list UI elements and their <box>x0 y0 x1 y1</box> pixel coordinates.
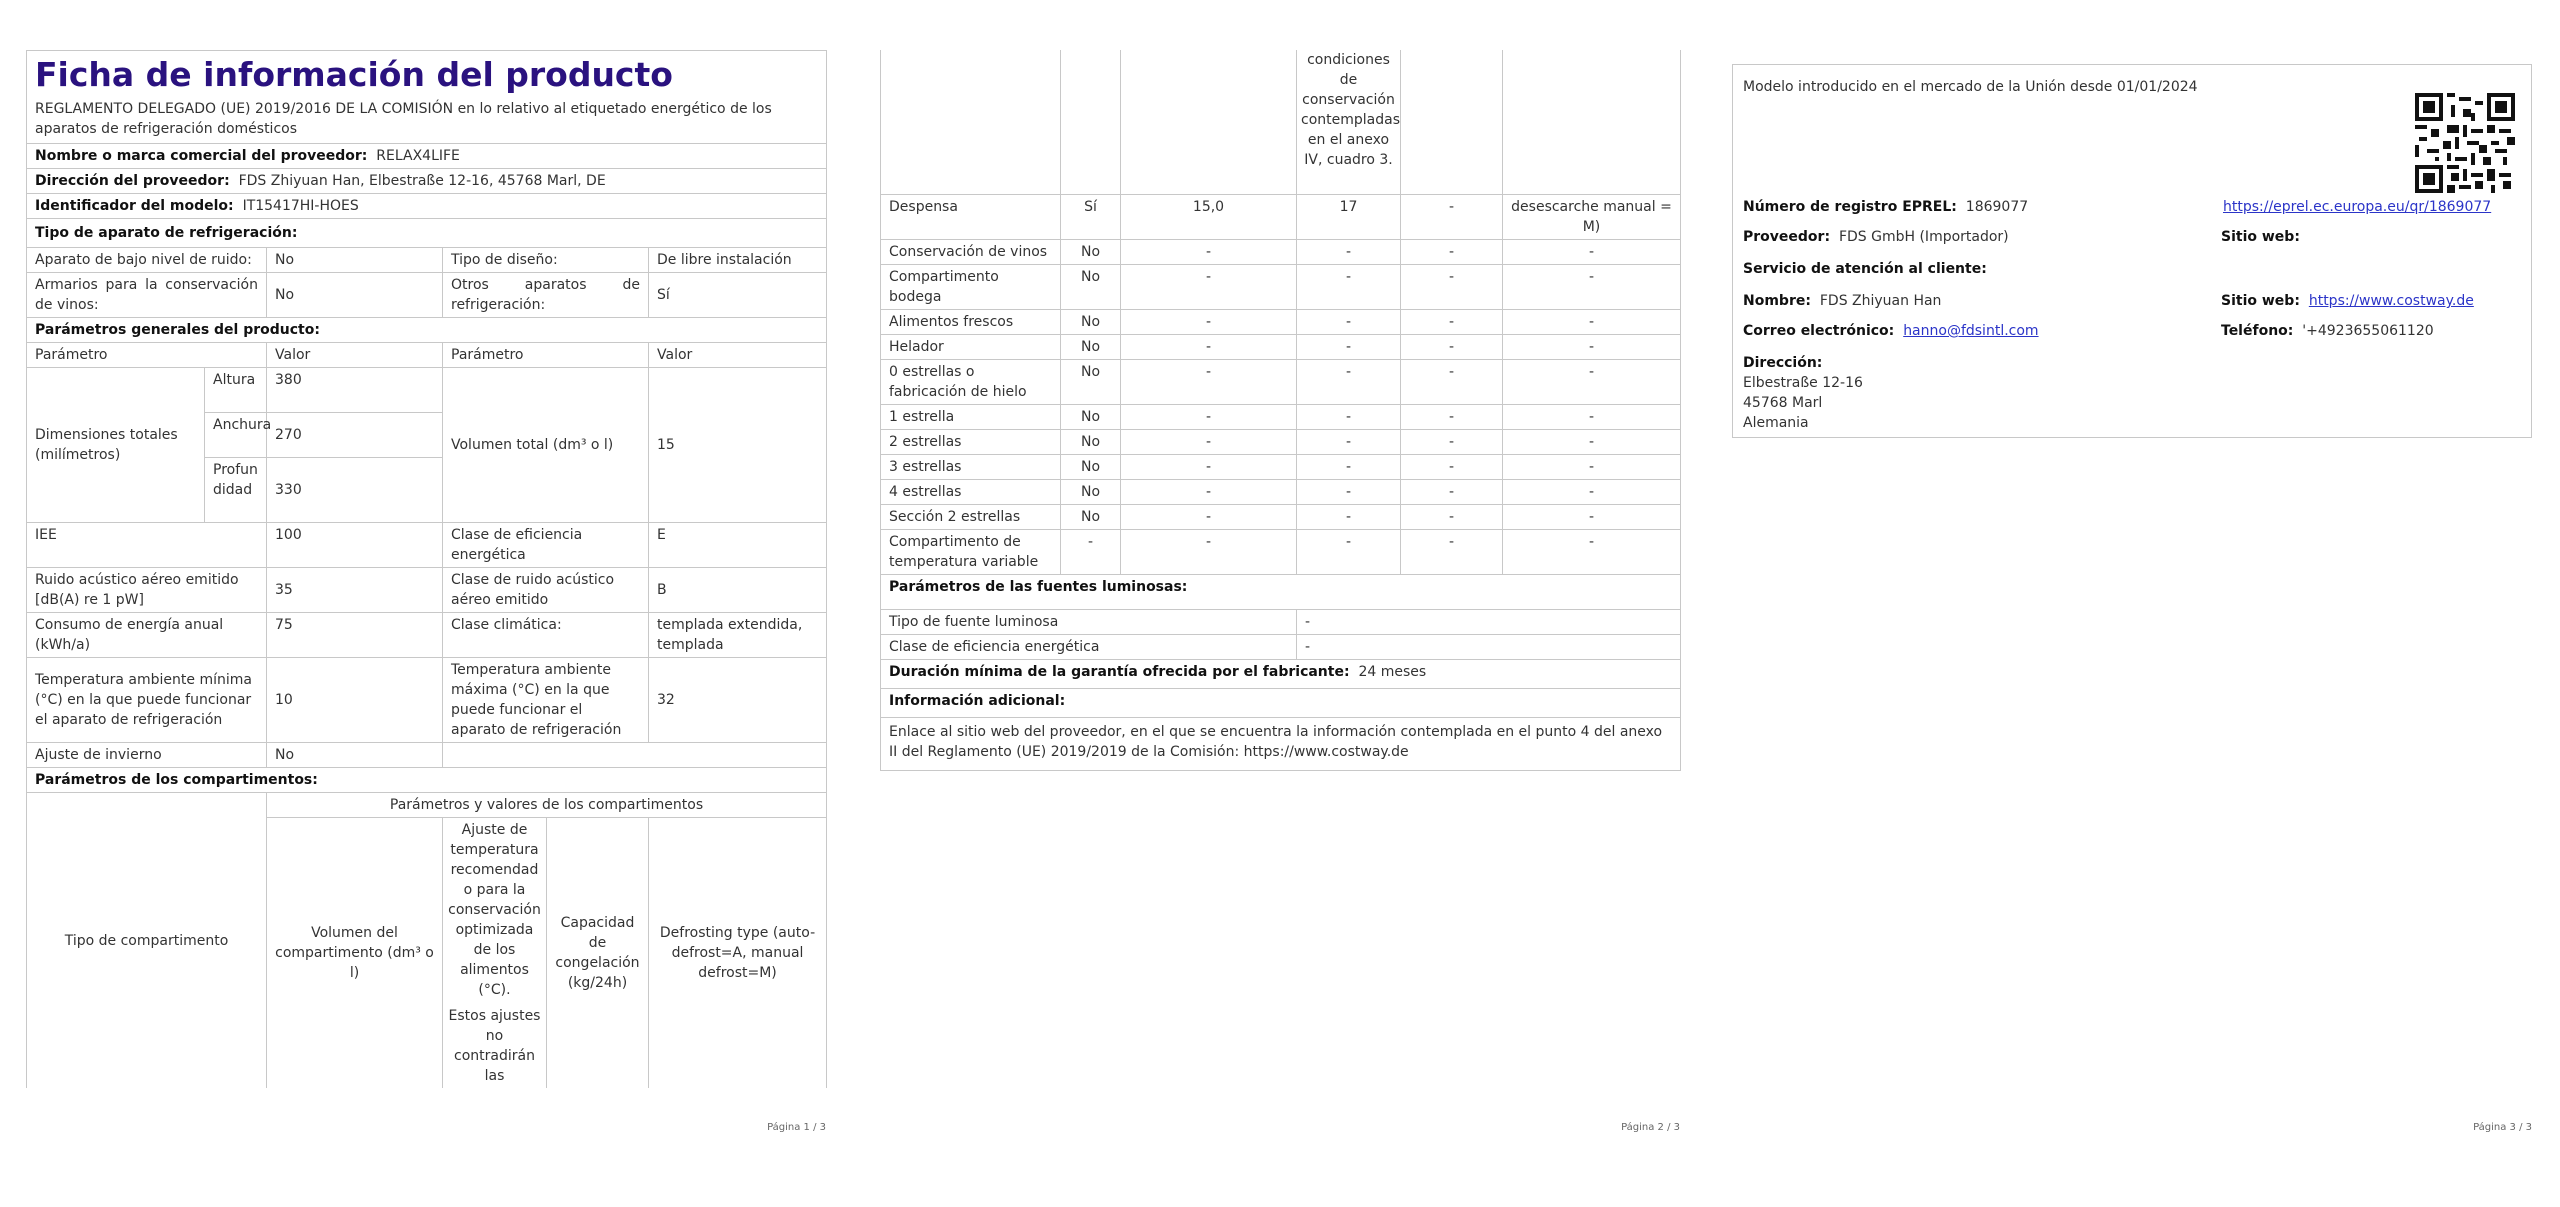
comp-cell-defrost: - <box>1503 360 1681 405</box>
winter-label: Ajuste de invierno <box>27 743 267 768</box>
comp-cell-present: No <box>1061 335 1121 360</box>
table-row <box>881 195 1681 240</box>
model-id: IT15417HI-HOES <box>242 198 359 214</box>
table-row <box>881 360 1681 405</box>
max-temp-value: 32 <box>649 658 827 743</box>
comp-temp-header-text-2: Estos ajustes no contradirán las <box>448 1008 541 1084</box>
additional-text: Enlace al sitio web del proveedor, en el que se encuentra la información contemplada en el punto 4 del anexo II del Reglamento (UE) 2019/2019 de la Comisión: https://www.costway.de <box>881 718 1681 771</box>
comp-cell-present: No <box>1061 405 1121 430</box>
light-heading: Parámetros de las fuentes luminosas: <box>881 575 1681 610</box>
website2-row: Sitio web: https://www.costway.de <box>2221 293 2474 309</box>
comp-cell-temp: - <box>1297 480 1401 505</box>
light-type-label: Tipo de fuente luminosa <box>881 610 1297 635</box>
comp-cell-temp: 17 <box>1297 195 1401 240</box>
eprel-box <box>1732 64 2532 438</box>
comp-cell-freeze: - <box>1401 240 1503 265</box>
comp-cell-present: No <box>1061 240 1121 265</box>
col-param-header: Parámetro <box>27 343 267 368</box>
comp-cell-volume: - <box>1121 335 1297 360</box>
noise-value: 35 <box>267 568 443 613</box>
supplier-name: RELAX4LIFE <box>376 148 460 164</box>
light-type-value: - <box>1297 610 1681 635</box>
comp-cell-temp: - <box>1297 265 1401 310</box>
light-class-label: Clase de eficiencia energética <box>881 635 1297 660</box>
comp-cell-freeze: - <box>1401 310 1503 335</box>
comp-freeze-header: Capacidad de congelación (kg/24h) <box>547 818 649 1089</box>
comp-cell-temp: - <box>1297 310 1401 335</box>
comp-cell-freeze: - <box>1401 360 1503 405</box>
comp-cell-freeze: - <box>1401 405 1503 430</box>
width-label: Anchura <box>205 413 267 458</box>
address-line-2: 45768 Marl <box>1743 395 1823 411</box>
iee-label: IEE <box>27 523 267 568</box>
energy-class-value: E <box>649 523 827 568</box>
comp-cell-volume: - <box>1121 265 1297 310</box>
height-label: Altura <box>205 368 267 413</box>
wine-cabinet-label: Armarios para la conservación de vinos: <box>27 273 267 318</box>
website2-link[interactable]: https://www.costway.de <box>2308 293 2474 309</box>
provider-value: FDS GmbH (Importador) <box>1838 229 2009 245</box>
min-temp-value: 10 <box>267 658 443 743</box>
supplier-address-row: Dirección del proveedor: FDS Zhiyuan Han, Elbestraße 12-16, 45768 Marl, DE <box>27 169 827 194</box>
winter-empty <box>443 743 827 768</box>
comp-cont-empty-1 <box>881 50 1061 195</box>
comp-cell-name: Helador <box>881 335 1061 360</box>
volume-value: 15 <box>649 368 827 523</box>
comp-cell-name: 2 estrellas <box>881 430 1061 455</box>
col-value-header-2: Valor <box>649 343 827 368</box>
comp-cell-defrost: - <box>1503 430 1681 455</box>
comp-cell-present: No <box>1061 265 1121 310</box>
comp-cont-empty-4 <box>1401 50 1503 195</box>
product-info-table <box>26 50 827 793</box>
max-temp-label: Temperatura ambiente máxima (°C) en la que puede funcionar el aparato de refrigeración <box>443 658 649 743</box>
comp-cell-temp: - <box>1297 455 1401 480</box>
comp-cell-temp: - <box>1297 530 1401 575</box>
other-label: Otros aparatos de refrigeración: <box>443 273 649 318</box>
col-value-header: Valor <box>267 343 443 368</box>
comp-cell-present: No <box>1061 455 1121 480</box>
warranty-row: Duración mínima de la garantía ofrecida por el fabricante: 24 meses <box>881 660 1681 689</box>
comp-cell-freeze: - <box>1401 505 1503 530</box>
table-row <box>881 335 1681 360</box>
design-type-value: De libre instalación <box>649 248 827 273</box>
comp-cell-defrost: - <box>1503 455 1681 480</box>
light-table <box>880 575 1681 771</box>
compartments-heading: Parámetros de los compartimentos: <box>27 768 827 793</box>
comp-cell-present: - <box>1061 530 1121 575</box>
general-params-heading: Parámetros generales del producto: <box>27 318 827 343</box>
phone-row: Teléfono: '+4923655061120 <box>2221 323 2434 339</box>
comp-cell-defrost: - <box>1503 335 1681 360</box>
supplier-name-row: Nombre o marca comercial del proveedor: RELAX4LIFE <box>27 144 827 169</box>
comp-cell-present: No <box>1061 505 1121 530</box>
comp-cell-name: Sección 2 estrellas <box>881 505 1061 530</box>
comp-cell-name: Conservación de vinos <box>881 240 1061 265</box>
comp-cell-freeze: - <box>1401 265 1503 310</box>
comp-cell-defrost: - <box>1503 265 1681 310</box>
page-1 <box>26 50 826 1088</box>
comp-cell-name: Compartimento de temperatura variable <box>881 530 1061 575</box>
comp-cell-name: 3 estrellas <box>881 455 1061 480</box>
iee-value: 100 <box>267 523 443 568</box>
comp-cell-volume: - <box>1121 240 1297 265</box>
comp-cell-defrost: - <box>1503 310 1681 335</box>
comp-cell-volume: - <box>1121 310 1297 335</box>
page-number-1: Página 1 / 3 <box>767 1122 826 1133</box>
comp-temp-header-text: Ajuste de temperatura recomendado para la conservación optimizada de los alimentos (°C). <box>448 822 541 998</box>
table-row <box>881 265 1681 310</box>
comp-cell-freeze: - <box>1401 455 1503 480</box>
email-link[interactable]: hanno@fdsintl.com <box>1903 323 2039 339</box>
comp-cell-present: No <box>1061 430 1121 455</box>
regulation-text: REGLAMENTO DELEGADO (UE) 2019/2016 DE LA COMISIÓN en lo relativo al etiquetado energético de los aparatos de refrigeración domésticos <box>27 97 827 144</box>
comp-cell-defrost: - <box>1503 480 1681 505</box>
dimensions-label: Dimensiones totales (milímetros) <box>27 368 205 523</box>
compartments-table <box>880 50 1681 575</box>
eprel-link[interactable]: https://eprel.ec.europa.eu/qr/1869077 <box>2223 199 2492 215</box>
annual-energy-label: Consumo de energía anual (kWh/a) <box>27 613 267 658</box>
comp-cont-empty-2 <box>1061 50 1121 195</box>
model-id-row: Identificador del modelo: IT15417HI-HOES <box>27 194 827 219</box>
comp-cell-volume: - <box>1121 505 1297 530</box>
email-row: Correo electrónico: hanno@fdsintl.com <box>1743 323 2039 339</box>
contact-name-row: Nombre: FDS Zhiyuan Han <box>1743 293 1942 309</box>
comp-cell-defrost: - <box>1503 405 1681 430</box>
comp-cell-temp: - <box>1297 240 1401 265</box>
comp-cell-defrost: - <box>1503 530 1681 575</box>
page-2 <box>880 50 1680 771</box>
low-noise-label: Aparato de bajo nivel de ruido: <box>27 248 267 273</box>
noise-label: Ruido acústico aéreo emitido [dB(A) re 1 pW] <box>27 568 267 613</box>
website-label: Sitio web: <box>2221 229 2300 245</box>
comp-cell-freeze: - <box>1401 335 1503 360</box>
low-noise-value: No <box>267 248 443 273</box>
appliance-type-heading: Tipo de aparato de refrigeración: <box>27 219 827 248</box>
supplier-address: FDS Zhiyuan Han, Elbestraße 12-16, 45768 Marl, DE <box>238 173 606 189</box>
comp-cell-defrost: desescarche manual = M) <box>1503 195 1681 240</box>
comp-type-header: Tipo de compartimento <box>27 793 267 1088</box>
comp-cell-name: Alimentos frescos <box>881 310 1061 335</box>
table-row <box>881 430 1681 455</box>
annual-energy-value: 75 <box>267 613 443 658</box>
contact-name: FDS Zhiyuan Han <box>1819 293 1942 309</box>
table-row <box>881 480 1681 505</box>
comp-cell-freeze: - <box>1401 480 1503 505</box>
provider-row: Proveedor: FDS GmbH (Importador) <box>1743 229 2009 245</box>
comp-cell-temp: - <box>1297 335 1401 360</box>
climate-value: templada extendida, templada <box>649 613 827 658</box>
energy-class-label: Clase de eficiencia energética <box>443 523 649 568</box>
warranty-value: 24 meses <box>1358 664 1427 680</box>
wine-cabinet-value: No <box>267 273 443 318</box>
table-row <box>881 240 1681 265</box>
climate-label: Clase climática: <box>443 613 649 658</box>
depth-label: Profundidad <box>205 458 267 523</box>
comp-cell-volume: - <box>1121 455 1297 480</box>
width-value: 270 <box>267 413 443 458</box>
comp-cell-defrost: - <box>1503 505 1681 530</box>
address-label: Dirección: <box>1743 355 1823 371</box>
depth-value: 330 <box>267 458 443 523</box>
volume-label: Volumen total (dm³ o l) <box>443 368 649 523</box>
page-3 <box>1732 64 2532 438</box>
comp-cell-temp: - <box>1297 505 1401 530</box>
comp-cell-name: 1 estrella <box>881 405 1061 430</box>
light-class-value: - <box>1297 635 1681 660</box>
address-line-1: Elbestraße 12-16 <box>1743 375 1863 391</box>
winter-value: No <box>267 743 443 768</box>
table-row <box>881 405 1681 430</box>
comp-cell-name: 4 estrellas <box>881 480 1061 505</box>
eprel-row: Número de registro EPREL: 1869077 <box>1743 199 2029 215</box>
page-number-2: Página 2 / 3 <box>1621 1122 1680 1133</box>
table-row <box>881 505 1681 530</box>
other-value: Sí <box>649 273 827 318</box>
page-title: Ficha de información del producto <box>27 51 827 98</box>
comp-cell-present: No <box>1061 480 1121 505</box>
comp-cell-freeze: - <box>1401 430 1503 455</box>
comp-cell-defrost: - <box>1503 240 1681 265</box>
table-row <box>881 530 1681 575</box>
page-number-3: Página 3 / 3 <box>2473 1122 2532 1133</box>
comp-cell-volume: - <box>1121 530 1297 575</box>
comp-values-header: Parámetros y valores de los compartimentos <box>267 793 827 818</box>
col-param-header-2: Parámetro <box>443 343 649 368</box>
min-temp-label: Temperatura ambiente mínima (°C) en la que puede funcionar el aparato de refrigeración <box>27 658 267 743</box>
noise-class-value: B <box>649 568 827 613</box>
comp-cell-volume: - <box>1121 480 1297 505</box>
comp-cell-present: No <box>1061 360 1121 405</box>
additional-heading: Información adicional: <box>881 689 1681 718</box>
comp-cell-name: Despensa <box>881 195 1061 240</box>
table-row <box>881 455 1681 480</box>
design-type-label: Tipo de diseño: <box>443 248 649 273</box>
comp-cont-empty-5 <box>1503 50 1681 195</box>
comp-cell-temp: - <box>1297 430 1401 455</box>
comp-cell-volume: 15,0 <box>1121 195 1297 240</box>
service-heading: Servicio de atención al cliente: <box>1743 261 1987 277</box>
comp-cell-freeze: - <box>1401 195 1503 240</box>
qr-code-icon[interactable] <box>2415 93 2515 193</box>
phone-value: '+4923655061120 <box>2302 323 2434 339</box>
comp-temp-header-cont: condiciones de conservación contempladas en el anexo IV, cuadro 3. <box>1297 50 1401 195</box>
comp-cell-temp: - <box>1297 405 1401 430</box>
comp-cell-volume: - <box>1121 360 1297 405</box>
eprel-number: 1869077 <box>1965 199 2029 215</box>
comp-defrost-header: Defrosting type (auto-defrost=A, manual defrost=M) <box>649 818 827 1089</box>
comp-cell-name: Compartimento bodega <box>881 265 1061 310</box>
noise-class-label: Clase de ruido acústico aéreo emitido <box>443 568 649 613</box>
comp-temp-header <box>443 818 547 1089</box>
comp-cont-empty-3 <box>1121 50 1297 195</box>
comp-volume-header: Volumen del compartimento (dm³ o l) <box>267 818 443 1089</box>
address-block <box>1743 353 1863 433</box>
comp-cell-present: Sí <box>1061 195 1121 240</box>
height-value: 380 <box>267 368 443 413</box>
market-text: Modelo introducido en el mercado de la Unión desde 01/01/2024 <box>1743 79 2198 95</box>
address-line-3: Alemania <box>1743 415 1809 431</box>
comp-cell-name: 0 estrellas o fabricación de hielo <box>881 360 1061 405</box>
comp-cell-freeze: - <box>1401 530 1503 575</box>
table-row <box>881 310 1681 335</box>
comp-cell-present: No <box>1061 310 1121 335</box>
compartments-header-table <box>26 793 827 1088</box>
comp-cell-volume: - <box>1121 405 1297 430</box>
comp-cell-volume: - <box>1121 430 1297 455</box>
comp-cell-temp: - <box>1297 360 1401 405</box>
